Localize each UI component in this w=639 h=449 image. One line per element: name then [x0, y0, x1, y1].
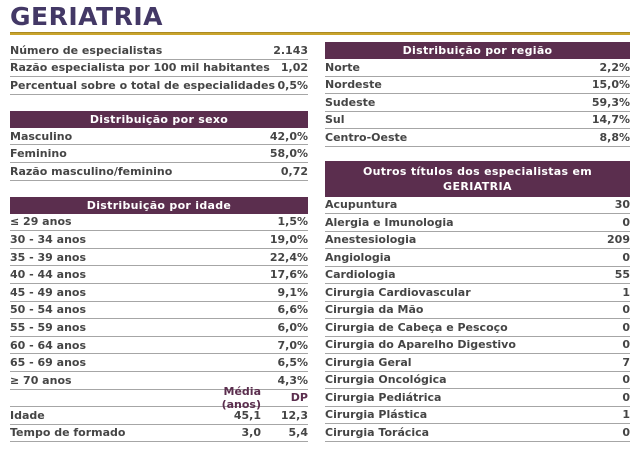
row-value: 0: [622, 373, 630, 387]
sex-distribution-table: [10, 111, 308, 181]
row-value: 7,0%: [277, 338, 308, 352]
row-label: 35 - 39 anos: [10, 250, 87, 264]
table-row: [325, 424, 630, 442]
table-row: [10, 266, 308, 284]
row-value: 0,72: [280, 164, 308, 178]
left-column: [10, 42, 308, 442]
section-header-line2: GERIATRIA: [443, 179, 512, 193]
table-row: [325, 319, 630, 337]
row-value: 7: [622, 355, 630, 369]
row-value: 0,5%: [277, 78, 308, 92]
row-label: Idade: [10, 408, 45, 422]
row-value: 1,02: [280, 61, 308, 75]
table-row: [10, 77, 308, 95]
row-label: Cirurgia Geral: [325, 355, 412, 369]
table-row: [10, 302, 308, 320]
row-label: Cirurgia Plástica: [325, 408, 428, 422]
row-label: Masculino: [10, 129, 73, 143]
section-header-other-titles: [325, 161, 630, 197]
table-row: [325, 284, 630, 302]
row-mean-value: 3,0: [241, 426, 261, 440]
row-value: 209: [607, 233, 630, 247]
row-label: Razão masculino/feminino: [10, 164, 173, 178]
row-value: 9,1%: [277, 285, 308, 299]
table-row: [10, 284, 308, 302]
table-row: [325, 267, 630, 285]
table-row: [10, 42, 308, 60]
section-header-line1: Outros títulos dos especialistas em: [362, 164, 593, 178]
row-value: 0: [622, 425, 630, 439]
row-value: 1,5%: [277, 215, 308, 229]
other-titles-table: [325, 161, 630, 442]
table-row: [10, 249, 308, 267]
region-distribution-table: [325, 42, 630, 147]
row-label: Acupuntura: [325, 198, 398, 212]
table-row: [325, 354, 630, 372]
row-value: 0: [622, 250, 630, 264]
row-label: Tempo de formado: [10, 426, 126, 440]
section-header-sex: Distribuição por sexo: [10, 111, 308, 128]
row-label: Cardiologia: [325, 268, 396, 282]
table-row: [325, 197, 630, 215]
row-value: 58,0%: [269, 147, 308, 161]
row-label: 50 - 54 anos: [10, 303, 87, 317]
table-row: [10, 128, 308, 146]
table-row: [10, 319, 308, 337]
content-columns: [10, 42, 630, 442]
row-value: 0: [622, 320, 630, 334]
row-label: 60 - 64 anos: [10, 338, 87, 352]
summary-table: [10, 42, 308, 95]
row-sd-value: 12,3: [280, 408, 308, 422]
row-value: 15,0%: [591, 78, 630, 92]
row-label: Angiologia: [325, 250, 391, 264]
table-row: [10, 372, 308, 390]
row-label: Cirurgia Pediátrica: [325, 390, 442, 404]
stats-mean-header: Média (anos): [221, 384, 261, 411]
row-label: Nordeste: [325, 78, 382, 92]
age-distribution-table: [10, 197, 308, 443]
right-column: [325, 42, 630, 442]
row-value: 8,8%: [599, 130, 630, 144]
row-value: 6,6%: [277, 303, 308, 317]
row-label: Cirurgia da Mão: [325, 303, 424, 317]
table-row: [10, 354, 308, 372]
table-row: [10, 231, 308, 249]
row-value: 0: [622, 390, 630, 404]
row-value: 42,0%: [269, 129, 308, 143]
row-label: Alergia e Imunologia: [325, 215, 454, 229]
title-divider: [10, 32, 630, 35]
row-value: 0: [622, 303, 630, 317]
table-row: [325, 372, 630, 390]
table-row: [325, 94, 630, 112]
row-label: 45 - 49 anos: [10, 285, 87, 299]
row-value: 6,0%: [277, 320, 308, 334]
row-value: 22,4%: [269, 250, 308, 264]
row-label: Número de especialistas: [10, 43, 163, 57]
row-label: Norte: [325, 60, 360, 74]
table-row: [10, 337, 308, 355]
table-row: [325, 214, 630, 232]
table-row: [10, 163, 308, 181]
row-label: Cirurgia Oncológica: [325, 373, 447, 387]
row-mean-value: 45,1: [233, 408, 261, 422]
row-value: 30: [614, 198, 630, 212]
row-label: Cirurgia Cardiovascular: [325, 285, 471, 299]
row-label: Sul: [325, 113, 345, 127]
row-value: 0: [622, 338, 630, 352]
table-row: [10, 214, 308, 232]
row-label: Percentual sobre o total de especialidades: [10, 78, 275, 92]
table-row: [10, 407, 308, 425]
table-row: [325, 337, 630, 355]
table-row: [325, 77, 630, 95]
row-label: Cirurgia do Aparelho Digestivo: [325, 338, 516, 352]
row-label: Anestesiologia: [325, 233, 417, 247]
row-label: Cirurgia de Cabeça e Pescoço: [325, 320, 508, 334]
row-label: 40 - 44 anos: [10, 268, 87, 282]
table-row: [325, 302, 630, 320]
row-label: ≤ 29 anos: [10, 215, 72, 229]
row-value: 17,6%: [269, 268, 308, 282]
row-label: Sudeste: [325, 95, 376, 109]
row-value: 1: [622, 285, 630, 299]
row-value: 55: [614, 268, 630, 282]
row-value: 2.143: [273, 43, 308, 57]
row-value: 4,3%: [277, 373, 308, 387]
row-sd-value: 5,4: [288, 426, 308, 440]
row-label: Razão especialista por 100 mil habitantes: [10, 61, 270, 75]
stats-sd-header: DP: [290, 391, 308, 405]
row-value: 2,2%: [599, 60, 630, 74]
stats-header-row: [10, 384, 308, 411]
row-value: 1: [622, 408, 630, 422]
row-label: Cirurgia Torácica: [325, 425, 430, 439]
table-row: [325, 232, 630, 250]
row-label: Feminino: [10, 147, 67, 161]
row-value: 14,7%: [591, 113, 630, 127]
table-row: [10, 145, 308, 163]
section-header-region: Distribuição por região: [325, 42, 630, 59]
row-value: 0: [622, 215, 630, 229]
row-label: 30 - 34 anos: [10, 232, 87, 246]
row-label: ≥ 70 anos: [10, 373, 72, 387]
section-header-age: Distribuição por idade: [10, 197, 308, 214]
row-value: 19,0%: [269, 232, 308, 246]
table-row: [325, 249, 630, 267]
row-label: 55 - 59 anos: [10, 320, 87, 334]
table-row: [325, 389, 630, 407]
row-value: 59,3%: [591, 95, 630, 109]
table-row: [325, 407, 630, 425]
row-value: 6,5%: [277, 356, 308, 370]
table-row: [10, 60, 308, 78]
table-row: [325, 112, 630, 130]
table-row: [325, 59, 630, 77]
row-label: 65 - 69 anos: [10, 356, 87, 370]
table-row: [10, 425, 308, 443]
page-title: GERIATRIA: [10, 2, 164, 31]
table-row: [325, 129, 630, 147]
row-label: Centro-Oeste: [325, 130, 408, 144]
